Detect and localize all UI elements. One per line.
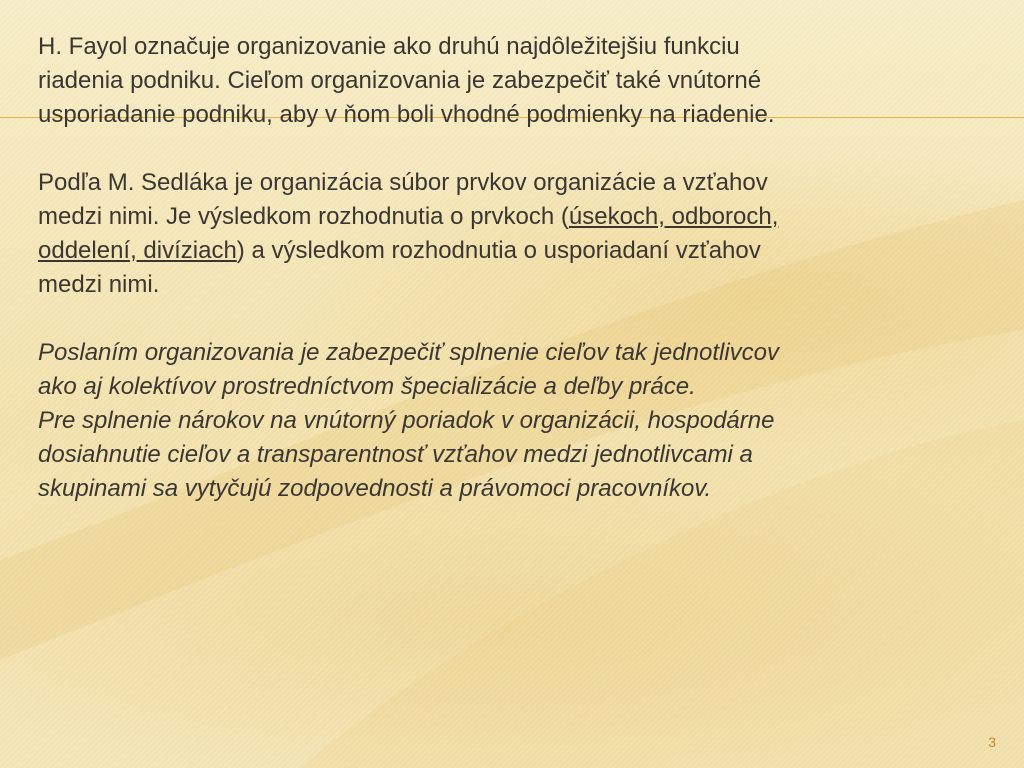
paragraph-sedlak-part2: ) a výsledkom rozhodnutia o usporiadaní vzťahov medzi nimi.: [38, 237, 761, 298]
paragraph-fayol: H. Fayol označuje organizovanie ako druhú najdôležitejšiu funkciu riadenia podniku. Cieľom organizovania je zabezpečiť také vnútorné usporiadanie podniku, aby v ňom boli vhodné podmienky na riadenie.: [38, 33, 775, 128]
underlined-units: úsekoch, odboroch, oddelení, divíziach: [38, 203, 779, 264]
paragraph-sedlak: [38, 166, 798, 302]
paragraph-mission: Poslaním organizovania je zabezpečiť splnenie cieľov tak jednotlivcov ako aj kolektívov prostredníctvom špecializácie a deľby práce.: [38, 339, 779, 400]
slide-body: [38, 30, 798, 506]
paragraph-requirements: Pre splnenie nárokov na vnútorný poriadok v organizácii, hospodárne dosiahnutie cieľov a transparentnosť vzťahov medzi jednotlivcami a skupinami sa vytyčujú zodpovednosti a právomoci pracovníkov.: [38, 407, 775, 502]
page-number: 3: [988, 734, 996, 750]
paragraph-sedlak-part1: Podľa M. Sedláka je organizácia súbor prvkov organizácie a vzťahov medzi nimi. Je výsledkom rozhodnutia o prvkoch (: [38, 169, 768, 230]
